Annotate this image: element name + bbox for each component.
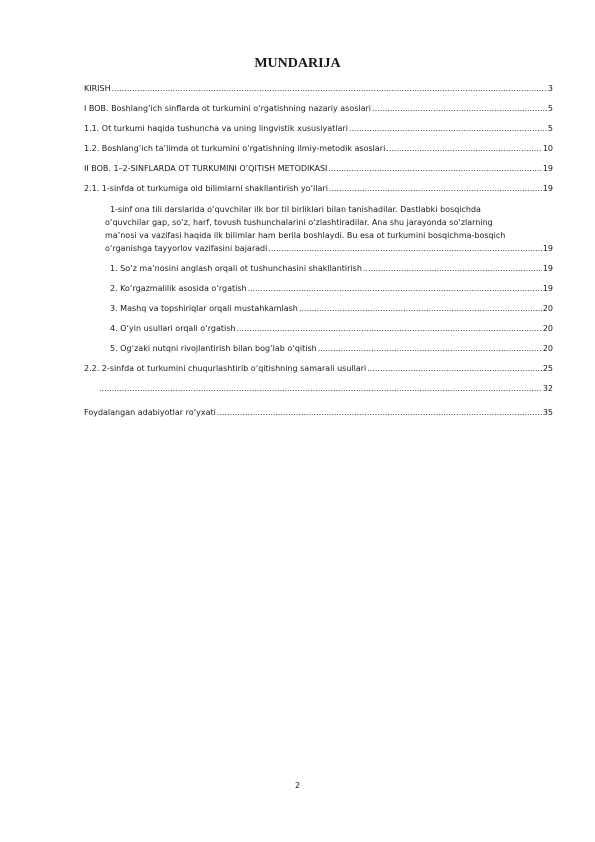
toc-entry-untitled[interactable] <box>98 384 553 394</box>
toc-leader-dots <box>367 364 542 374</box>
toc-entry-text: 4. O‘yin usullari orqali o‘rgatish <box>110 324 236 333</box>
toc-leader-dots <box>248 284 542 294</box>
toc-leader-dots <box>318 344 542 354</box>
toc-entry-page: 19 <box>542 184 553 193</box>
toc-entry-chapter-1[interactable] <box>84 104 553 114</box>
toc-entry-page: 25 <box>542 364 553 373</box>
toc-leader-dots <box>236 324 541 334</box>
toc-entry-text: Foydalangan adabiyotlar ro‘yxati <box>84 408 216 417</box>
toc-entry-1-1[interactable] <box>84 124 553 134</box>
toc-leader-dots <box>217 408 542 418</box>
toc-entry-page: 20 <box>542 324 553 333</box>
toc-paragraph-line: 1-sinf ona tili darslarida o‘quvchilar ilk bor til birliklari bilan tanishadilar. Dastlabki bosqichda <box>110 205 481 214</box>
toc-leader-dots <box>268 244 542 254</box>
toc-entry-page: 5 <box>547 104 553 113</box>
toc-entry-page: 19 <box>542 264 553 273</box>
toc-entry-2-1[interactable] <box>84 184 553 194</box>
toc-entry-page: 5 <box>547 124 553 133</box>
toc-entry-page: 3 <box>547 84 553 93</box>
toc-entry-text: II BOB. 1–2-SINFLARDA OT TURKUMINI O‘QITISH METODIKASI <box>84 164 328 173</box>
toc-paragraph-line: ma’nosi va vazifasi haqida ilk bilimlar ham berila boshlaydi. Bu esa ot turkumini bosqichma-bosqich <box>105 231 506 240</box>
toc-leader-dots <box>112 84 547 94</box>
toc-entry-page: 20 <box>542 344 553 353</box>
toc-leader-dots <box>372 104 547 114</box>
toc-leader-dots <box>329 184 542 194</box>
toc-subentry-4[interactable] <box>110 324 553 334</box>
toc-leader-dots <box>349 124 547 134</box>
toc-entry-text: o‘rganishga tayyorlov vazifasini bajaradi <box>105 244 268 253</box>
toc-entry-2-2[interactable] <box>84 364 553 374</box>
toc-entry-page: 20 <box>542 304 553 313</box>
toc-subentry-3[interactable] <box>110 304 553 314</box>
toc-leader-dots <box>386 144 542 154</box>
toc-entry-kirish[interactable] <box>84 84 553 94</box>
toc-entry-text: 1. So‘z ma’nosini anglash orqali ot tushunchasini shakllantirish <box>110 264 362 273</box>
toc-leader-dots <box>363 264 542 274</box>
toc-leader-dots <box>99 384 542 394</box>
page-number: 2 <box>294 781 301 790</box>
toc-title: MUNDARIJA <box>254 56 341 71</box>
toc-entry-text: 2. Ko‘rgazmalilik asosida o‘rgatish <box>110 284 247 293</box>
toc-entry-page: 10 <box>542 144 553 153</box>
toc-paragraph-line: o‘quvchilar gap, so‘z, harf, tovush tushunchalarini o‘zlashtiradilar. Ana shu jarayonda so‘zlarning <box>105 218 493 227</box>
toc-entry-text: 2.1. 1-sinfda ot turkumiga oid bilimlarni shakllantirish yo‘llari <box>84 184 328 193</box>
toc-entry-chapter-2[interactable] <box>84 164 553 174</box>
toc-leader-dots <box>299 304 542 314</box>
toc-entry-text: 1.1. Ot turkumi haqida tushuncha va uning lingvistik xususiyatlari <box>84 124 348 133</box>
toc-entry-1-2[interactable] <box>84 144 553 154</box>
toc-leader-dots <box>328 164 541 174</box>
toc-subentry-1[interactable] <box>110 264 553 274</box>
toc-entry-page: 32 <box>542 384 553 393</box>
toc-entry-text: I BOB. Boshlang’ich sinflarda ot turkumini o‘rgatishning nazariy asoslari <box>84 104 372 113</box>
toc-entry-page: 35 <box>542 408 553 417</box>
toc-entry-bibliography[interactable] <box>84 408 553 418</box>
toc-entry-page: 19 <box>542 164 553 173</box>
toc-subentry-2[interactable] <box>110 284 553 294</box>
toc-entry-text: 5. Og‘zaki nutqni rivojlantirish bilan bog‘lab o‘qitish <box>110 344 317 353</box>
toc-entry-text: KIRISH <box>84 84 111 93</box>
toc-entry-text: 2.2. 2-sinfda ot turkumini chuqurlashtirib o‘qitishning samarali usullari <box>84 364 367 373</box>
toc-entry-page: 19 <box>542 284 553 293</box>
toc-entry-page: 19 <box>542 244 553 253</box>
toc-subentry-5[interactable] <box>110 344 553 354</box>
toc-entry-text: 3. Mashq va topshiriqlar orqali mustahkamlash <box>110 304 298 313</box>
toc-paragraph-entry[interactable] <box>105 244 553 254</box>
toc-entry-text: 1.2. Boshlang‘ich ta’limda ot turkumini o‘rgatishning ilmiy-metodik asoslari <box>84 144 386 153</box>
